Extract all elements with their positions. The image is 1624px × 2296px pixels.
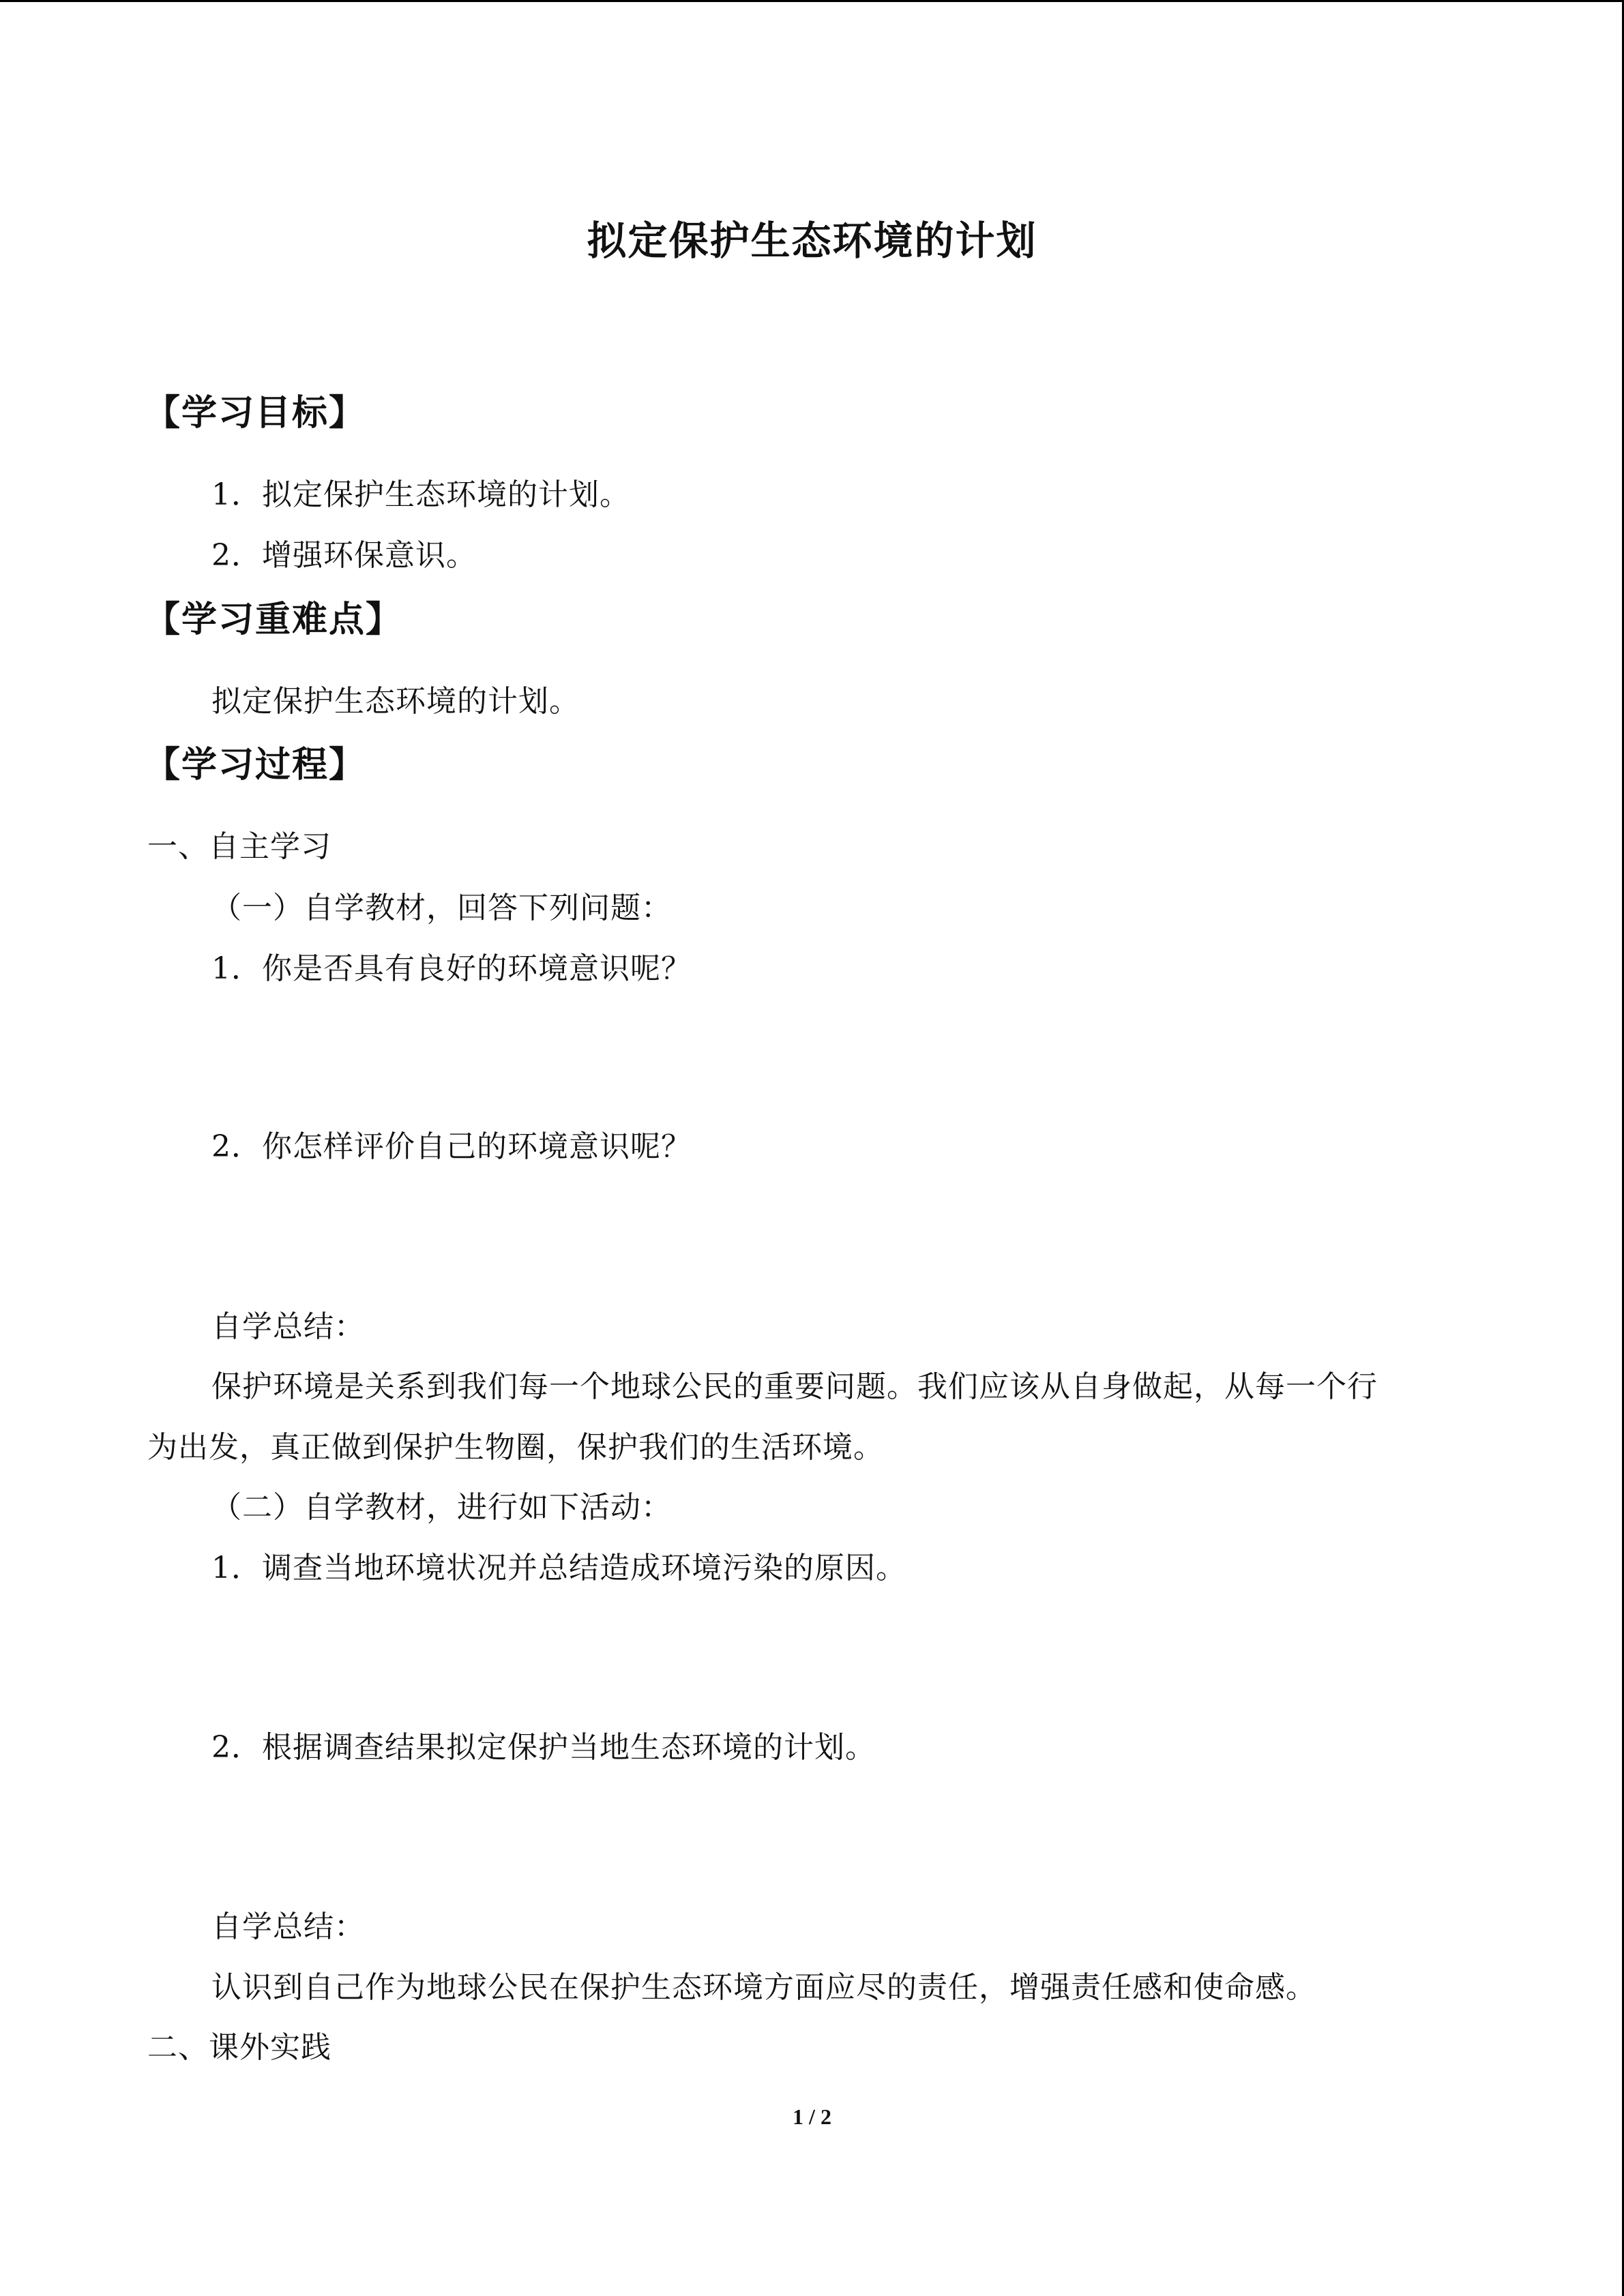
- part-2-title: 二、课外实践: [147, 2030, 331, 2065]
- activity-1: 1．调查当地环境状况并总结造成环境污染的原因。: [211, 1551, 906, 1585]
- part-1-title: 一、自主学习: [147, 829, 331, 864]
- question-2: 2．你怎样评价自己的环境意识呢？: [211, 1129, 692, 1164]
- document-title: 拟定保护生态环境的计划: [587, 218, 1037, 264]
- summary-1-label: 自学总结：: [211, 1309, 365, 1344]
- summary-2-label: 自学总结：: [211, 1909, 365, 1944]
- process-heading: 【学习过程】: [145, 745, 366, 786]
- subsection-1-title: （一）自学教材，回答下列问题：: [211, 891, 672, 925]
- top-border: [0, 0, 1624, 2]
- goal-item-1: 1．拟定保护生态环境的计划。: [211, 477, 630, 512]
- activity-2: 2．根据调查结果拟定保护当地生态环境的计划。: [211, 1730, 876, 1765]
- summary-1-line-1: 保护环境是关系到我们每一个地球公民的重要问题。我们应该从自身做起，从每一个行: [211, 1369, 1378, 1404]
- goal-item-2: 2．增强环保意识。: [211, 538, 477, 573]
- summary-2-text: 认识到自己作为地球公民在保护生态环境方面应尽的责任，增强责任感和使命感。: [211, 1970, 1316, 2005]
- page-number: 1 / 2: [793, 2104, 831, 2129]
- question-1: 1．你是否具有良好的环境意识呢？: [211, 951, 692, 986]
- goals-heading: 【学习目标】: [145, 393, 366, 434]
- key-points-heading: 【学习重难点】: [145, 599, 403, 640]
- key-points-text: 拟定保护生态环境的计划。: [211, 684, 580, 719]
- subsection-2-title: （二）自学教材，进行如下活动：: [211, 1490, 672, 1525]
- summary-1-line-2: 为出发，真正做到保护生物圈，保护我们的生活环境。: [147, 1430, 884, 1465]
